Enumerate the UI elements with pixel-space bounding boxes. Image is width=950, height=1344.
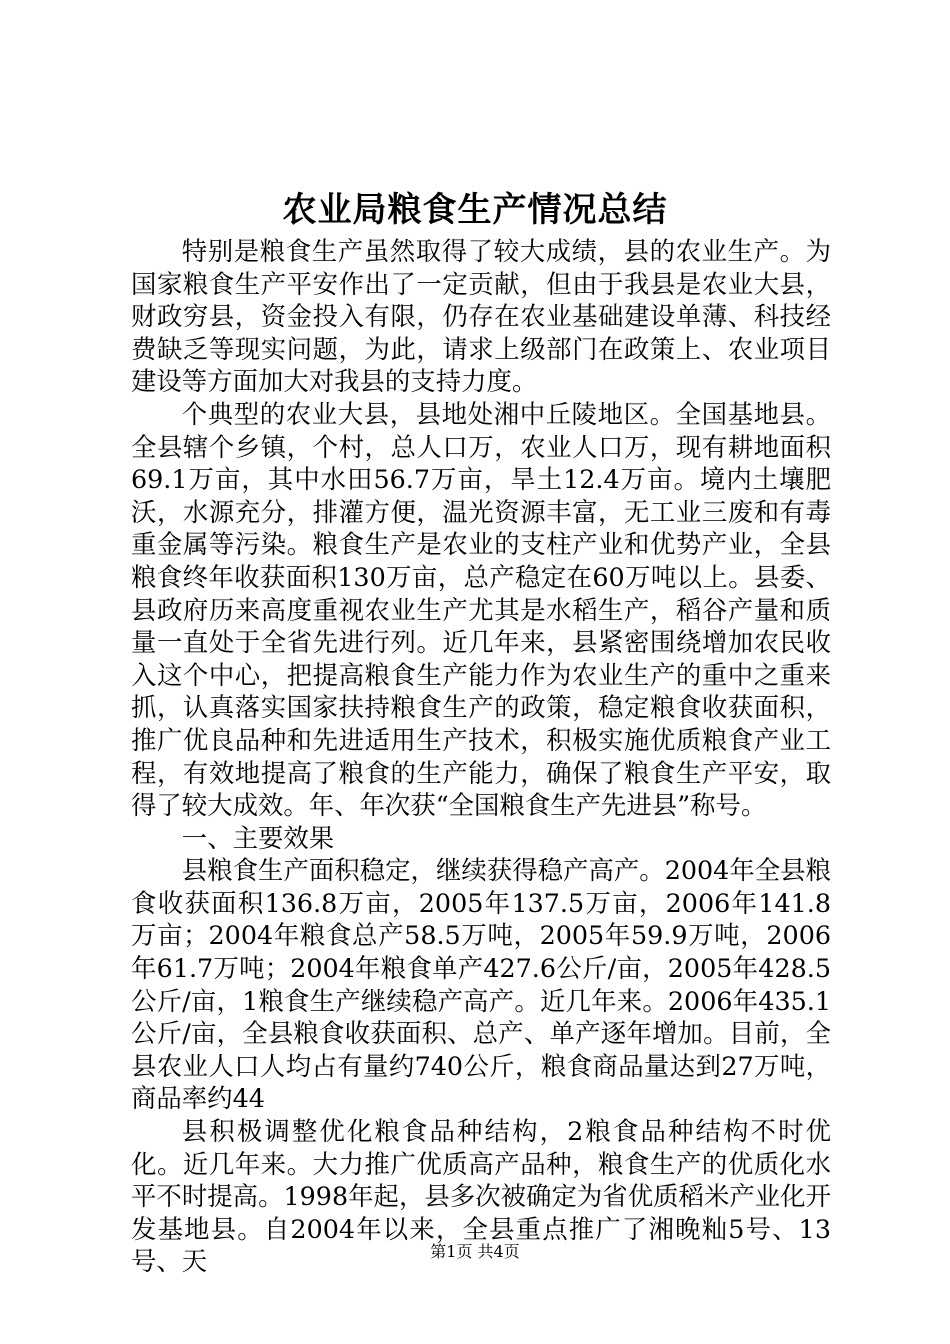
body-paragraph: 特别是粮食生产虽然取得了较大成绩，县的农业生产。为国家粮食生产平安作出了一定贡献，但由于我县是农业大县，财政穷县，资金投入有限，仍存在农业基础建设单薄、科技经费缺乏等现实问题，为此，请求上级部门在政策上、农业项目建设等方面加大对我县的支持力度。 [131,236,831,397]
body-paragraph: 个典型的农业大县，县地处湘中丘陵地区。全国基地县。全县辖个乡镇，个村，总人口万，农业人口万，现有耕地面积69.1万亩，其中水田56.7万亩，旱土12.4万亩。境内土壤肥沃，水源充分，排灌方便，温光资源丰富，无工业三废和有毒重金属等污染。粮食生产是农业的支柱产业和优势产业，全县粮食终年收获面积130万亩，总产稳定在60万吨以上。县委、县政府历来高度重视农业生产尤其是水稻生产，稻谷产量和质量一直处于全省先进行列。近几年来，县紧密围绕增加农民收入这个中心，把提高粮食生产能力作为农业生产的重中之重来抓，认真落实国家扶持粮食生产的政策，稳定粮食收获面积，推广优良品种和先进适用生产技术，积极实施优质粮食产业工程，有效地提高了粮食的生产能力，确保了粮食生产平安，取得了较大成效。年、年次获“全国粮食生产先进县”称号。 [131,398,831,821]
body-paragraph: 县粮食生产面积稳定，继续获得稳产高产。2004年全县粮食收获面积136.8万亩，2005年137.5万亩，2006年141.8万亩；2004年粮食总产58.5万吨，2005年59.9万吨，2006年61.7万吨；2004年粮食单产427.6公斤/亩，2005年428.5公斤/亩，1粮食生产继续稳产高产。近几年来。2006年435.1公斤/亩，全县粮食收获面积、总产、单产逐年增加。目前，全县农业人口人均占有量约740公斤，粮食商品量达到27万吨，商品率约44 [131,855,831,1114]
page-number-footer: 第1页 共4页 [430,1242,520,1261]
section-heading: 一、主要效果 [181,822,335,853]
document-body [131,235,831,1278]
document-title: 农业局粮食生产情况总结 [282,190,668,230]
body-paragraph: 县积极调整优化粮食品种结构，2粮食品种结构不时优化。近几年来。大力推广优质高产品种，粮食生产的优质化水平不时提高。1998年起，县多次被确定为省优质稻米产业化开发基地县。自2004年以来，全县重点推广了湘晚籼5号、13号、天 [131,1116,831,1277]
